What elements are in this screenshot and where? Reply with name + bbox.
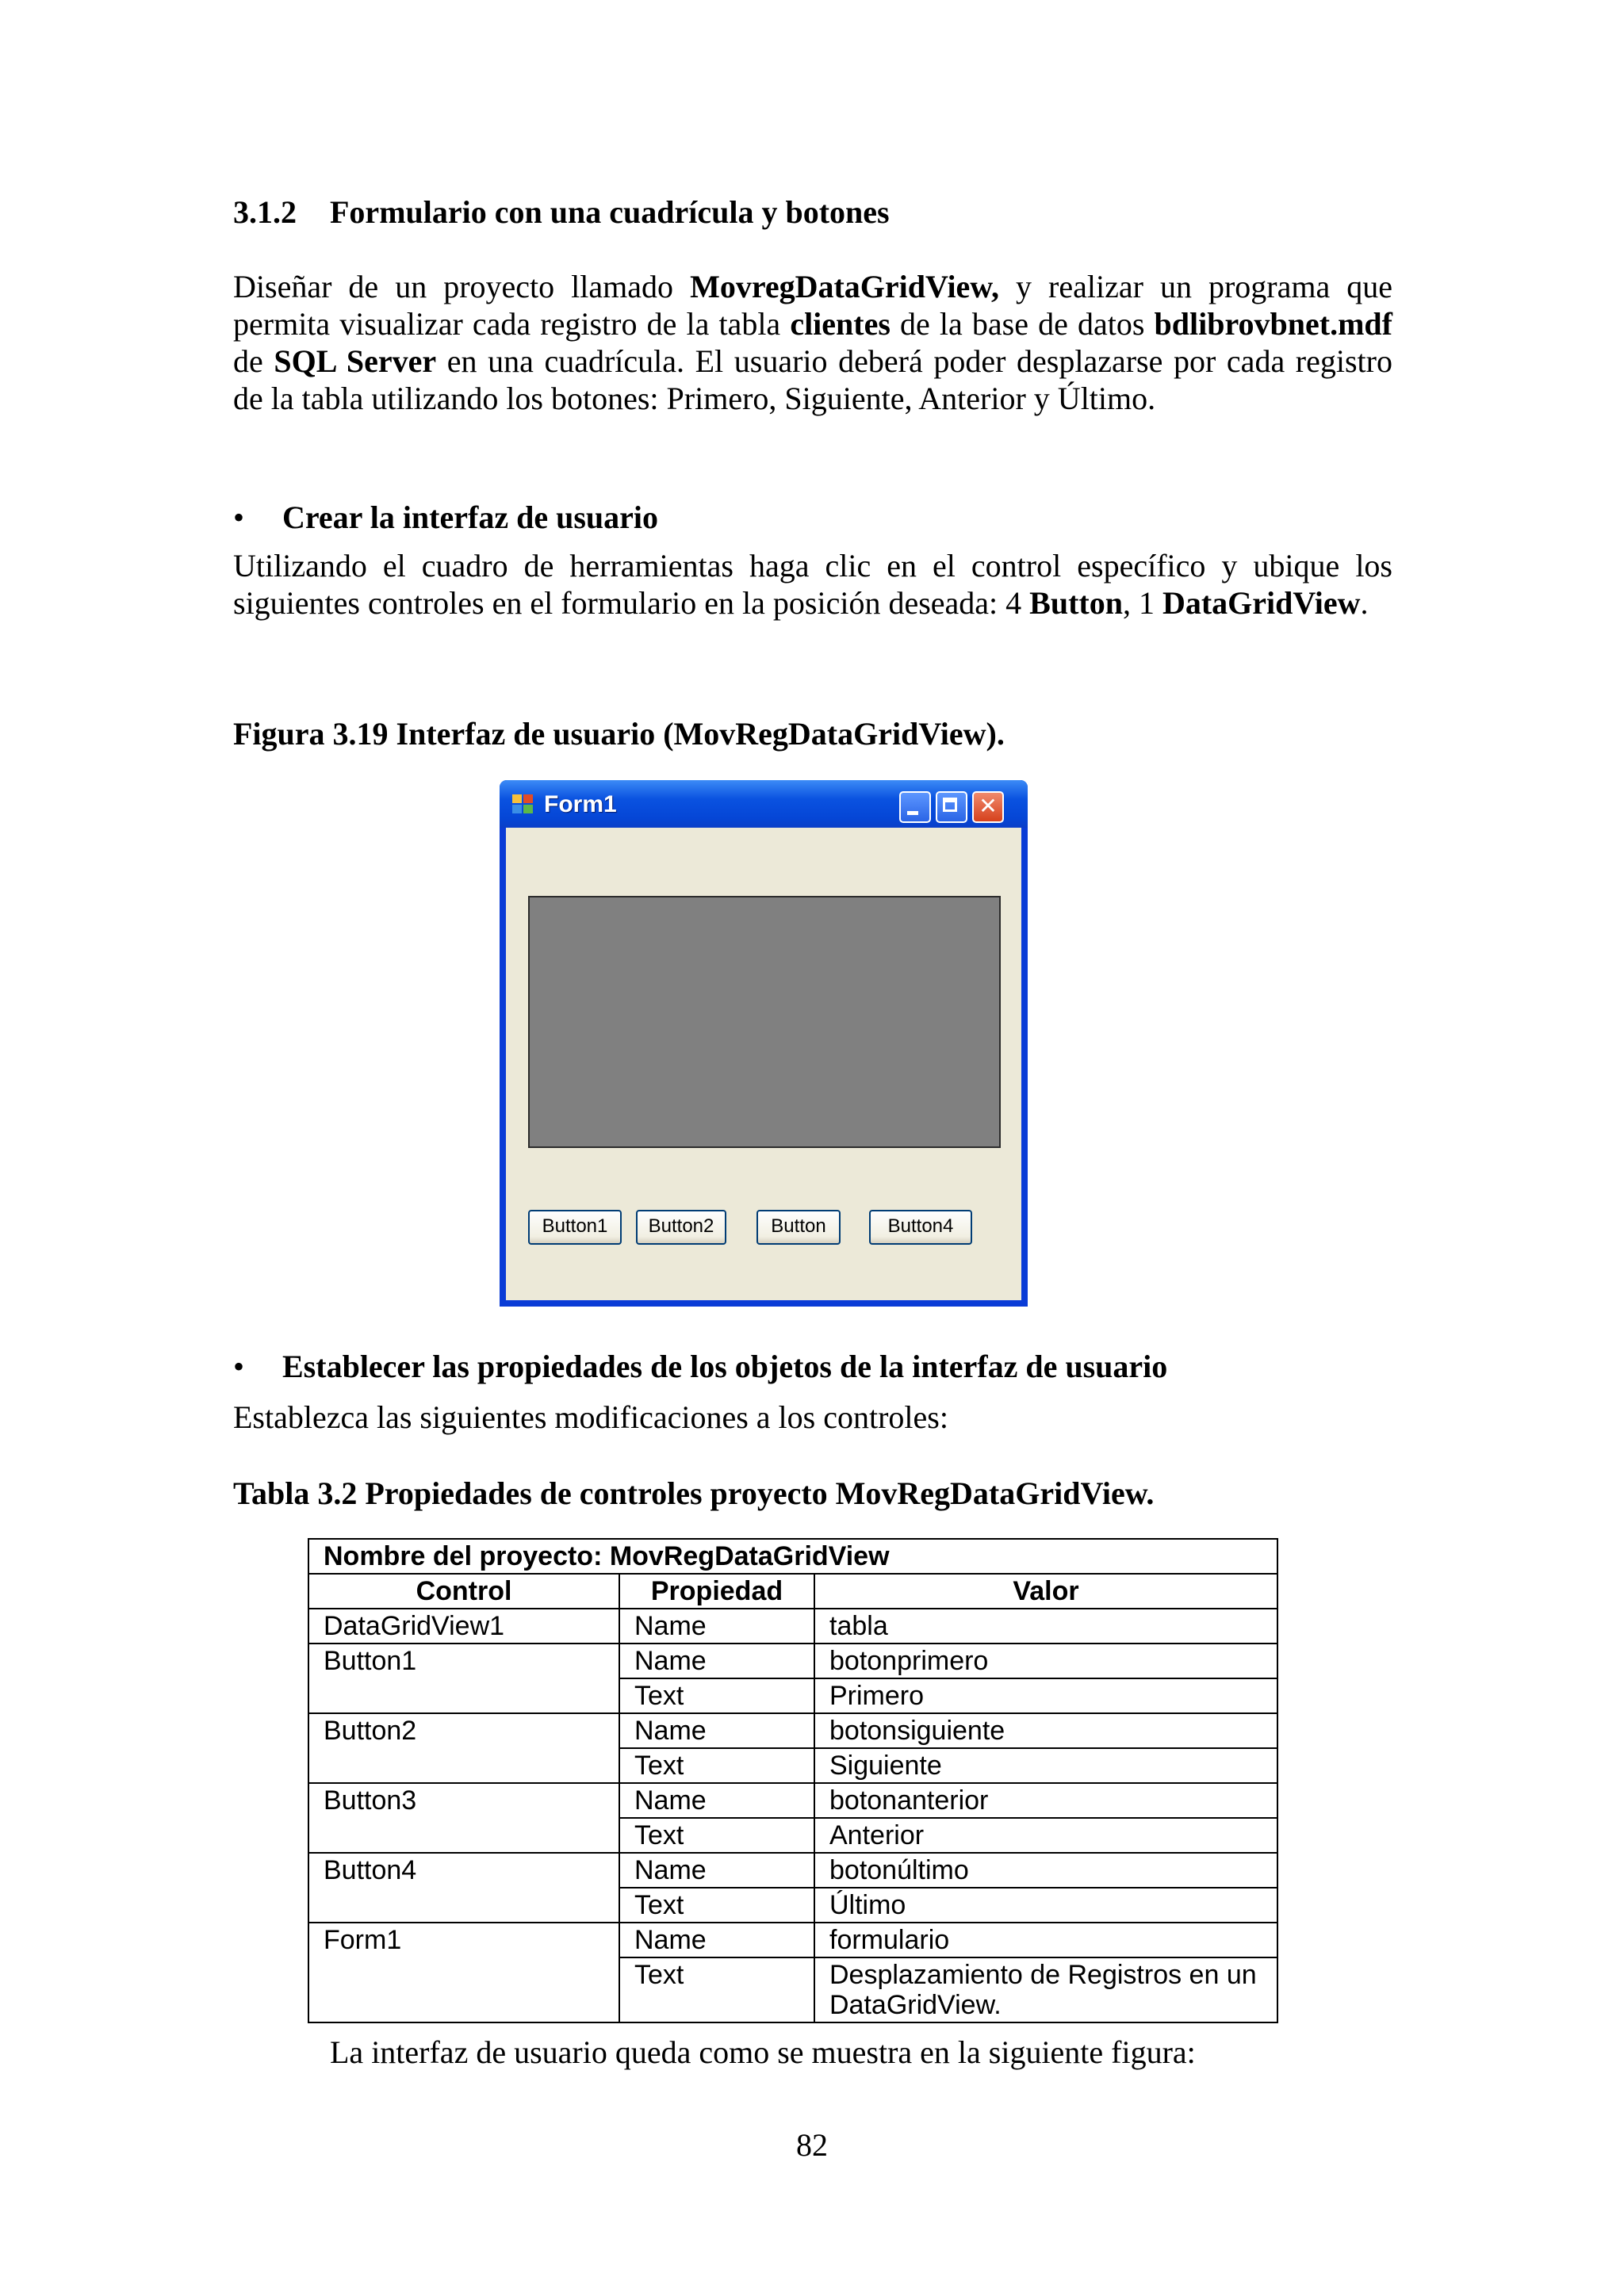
properties-table: [308, 1538, 1278, 2023]
minimize-icon: [907, 811, 918, 815]
control-cell-empty: [308, 1818, 619, 1853]
control-cell-empty: [308, 1957, 619, 2022]
create-ui-datagridview-word: DataGridView: [1162, 585, 1361, 621]
header-row: [308, 1574, 1277, 1609]
table-row: [308, 1888, 1277, 1923]
create-ui-paragraph: [233, 547, 1392, 622]
table-row: [308, 1923, 1277, 1957]
header-value: Valor: [814, 1574, 1277, 1609]
table-row: [308, 1609, 1277, 1644]
closing-paragraph: La interfaz de usuario queda como se muestra en la siguiente figura:: [330, 2034, 1196, 2070]
button3[interactable]: Button: [756, 1210, 841, 1245]
form-app-icon: [512, 794, 534, 815]
property-cell: Name: [619, 1644, 814, 1678]
table-row: [308, 1783, 1277, 1818]
project-name-cell: Nombre del proyecto: MovRegDataGridView: [308, 1539, 1277, 1574]
property-cell: Name: [619, 1783, 814, 1818]
header-property: Propiedad: [619, 1574, 814, 1609]
bullet-symbol: •: [233, 499, 245, 535]
bullet-title: Crear la interfaz de usuario: [282, 499, 659, 535]
table-row: [308, 1644, 1277, 1678]
table-row: [308, 1678, 1277, 1713]
create-ui-text-2: , 1: [1122, 585, 1162, 621]
bullet-heading-create-ui: [233, 499, 658, 536]
property-cell: Text: [619, 1748, 814, 1783]
table-row: [308, 1818, 1277, 1853]
project-row: [308, 1539, 1277, 1574]
control-cell: Button2: [308, 1713, 619, 1748]
control-cell: Button1: [308, 1644, 619, 1678]
value-cell: Último: [814, 1888, 1277, 1923]
property-cell: Text: [619, 1818, 814, 1853]
create-ui-button-word: Button: [1029, 585, 1123, 621]
property-cell: Name: [619, 1609, 814, 1644]
property-cell: Name: [619, 1853, 814, 1888]
page-number: 82: [796, 2127, 828, 2163]
window-titlebar[interactable]: [500, 780, 1028, 828]
table-caption: Tabla 3.2 Propiedades de controles proyecto MovRegDataGridView.: [233, 1475, 1155, 1511]
button4[interactable]: Button4: [869, 1210, 972, 1245]
form-client-area: [506, 828, 1021, 1300]
maximize-icon: [943, 798, 957, 812]
control-cell-empty: [308, 1888, 619, 1923]
table-row: [308, 1713, 1277, 1748]
intro-table-name: clientes: [790, 306, 891, 342]
table-row: [308, 1957, 1277, 2022]
bullet-symbol: •: [233, 1349, 245, 1384]
bullet-title: Establecer las propiedades de los objetos de la interfaz de usuario: [282, 1349, 1168, 1384]
window-title: Form1: [544, 791, 617, 817]
form1-window: [500, 780, 1028, 1307]
control-cell: Button3: [308, 1783, 619, 1818]
value-cell: formulario: [814, 1923, 1277, 1957]
create-ui-text-1: Utilizando el cuadro de herramientas haga clic en el control específico y ubique los siguientes controles en el formulario en la posición deseada: 4: [233, 548, 1392, 621]
bullet-heading-set-properties: [233, 1348, 1167, 1385]
intro-text-3: de la base de datos: [890, 306, 1155, 342]
property-cell: Text: [619, 1888, 814, 1923]
intro-server-name: SQL Server: [274, 343, 437, 379]
maximize-button[interactable]: [936, 791, 967, 823]
header-control: Control: [308, 1574, 619, 1609]
value-cell: botonsiguiente: [814, 1713, 1277, 1748]
figure-caption: Figura 3.19 Interfaz de usuario (MovRegDataGridView).: [233, 716, 1005, 752]
create-ui-text-3: .: [1360, 585, 1369, 621]
close-icon: ✕: [979, 793, 998, 819]
value-cell: Anterior: [814, 1818, 1277, 1853]
intro-text-4: de: [233, 343, 274, 379]
intro-paragraph: [233, 268, 1392, 417]
intro-database-name: bdlibrovbnet.mdf: [1154, 306, 1392, 342]
control-cell-empty: [308, 1748, 619, 1783]
control-cell-empty: [308, 1678, 619, 1713]
value-cell: Siguiente: [814, 1748, 1277, 1783]
value-cell: tabla: [814, 1609, 1277, 1644]
control-cell: DataGridView1: [308, 1609, 619, 1644]
value-cell: Primero: [814, 1678, 1277, 1713]
section-number: 3.1.2: [233, 194, 297, 230]
control-cell: Button4: [308, 1853, 619, 1888]
section-heading: [233, 193, 890, 231]
intro-text-2: y realizar un programa que permita visualizar cada registro de la tabla: [233, 269, 1392, 342]
property-cell: Text: [619, 1678, 814, 1713]
property-cell: Name: [619, 1923, 814, 1957]
table-row: [308, 1748, 1277, 1783]
value-cell: botonprimero: [814, 1644, 1277, 1678]
table-row: [308, 1853, 1277, 1888]
minimize-button[interactable]: [899, 791, 931, 823]
close-button[interactable]: [972, 791, 1004, 823]
button2[interactable]: Button2: [636, 1210, 726, 1245]
button1[interactable]: Button1: [528, 1210, 622, 1245]
intro-project-name: MovregDataGridView,: [690, 269, 999, 304]
property-cell: Text: [619, 1957, 814, 2022]
control-cell: Form1: [308, 1923, 619, 1957]
value-cell: botonanterior: [814, 1783, 1277, 1818]
value-cell: botonúltimo: [814, 1853, 1277, 1888]
intro-text-5: en una cuadrícula. El usuario deberá poder desplazarse por cada registro de la tabla utilizando los botones: Primero, Siguiente, Anterior y Último.: [233, 343, 1392, 416]
datagridview[interactable]: [528, 896, 1001, 1148]
value-cell: Desplazamiento de Registros en un DataGridView.: [814, 1957, 1277, 2022]
set-properties-paragraph: Establezca las siguientes modificaciones a los controles:: [233, 1399, 948, 1435]
property-cell: Name: [619, 1713, 814, 1748]
section-title: Formulario con una cuadrícula y botones: [330, 194, 890, 230]
intro-text-1: Diseñar de un proyecto llamado: [233, 269, 691, 304]
